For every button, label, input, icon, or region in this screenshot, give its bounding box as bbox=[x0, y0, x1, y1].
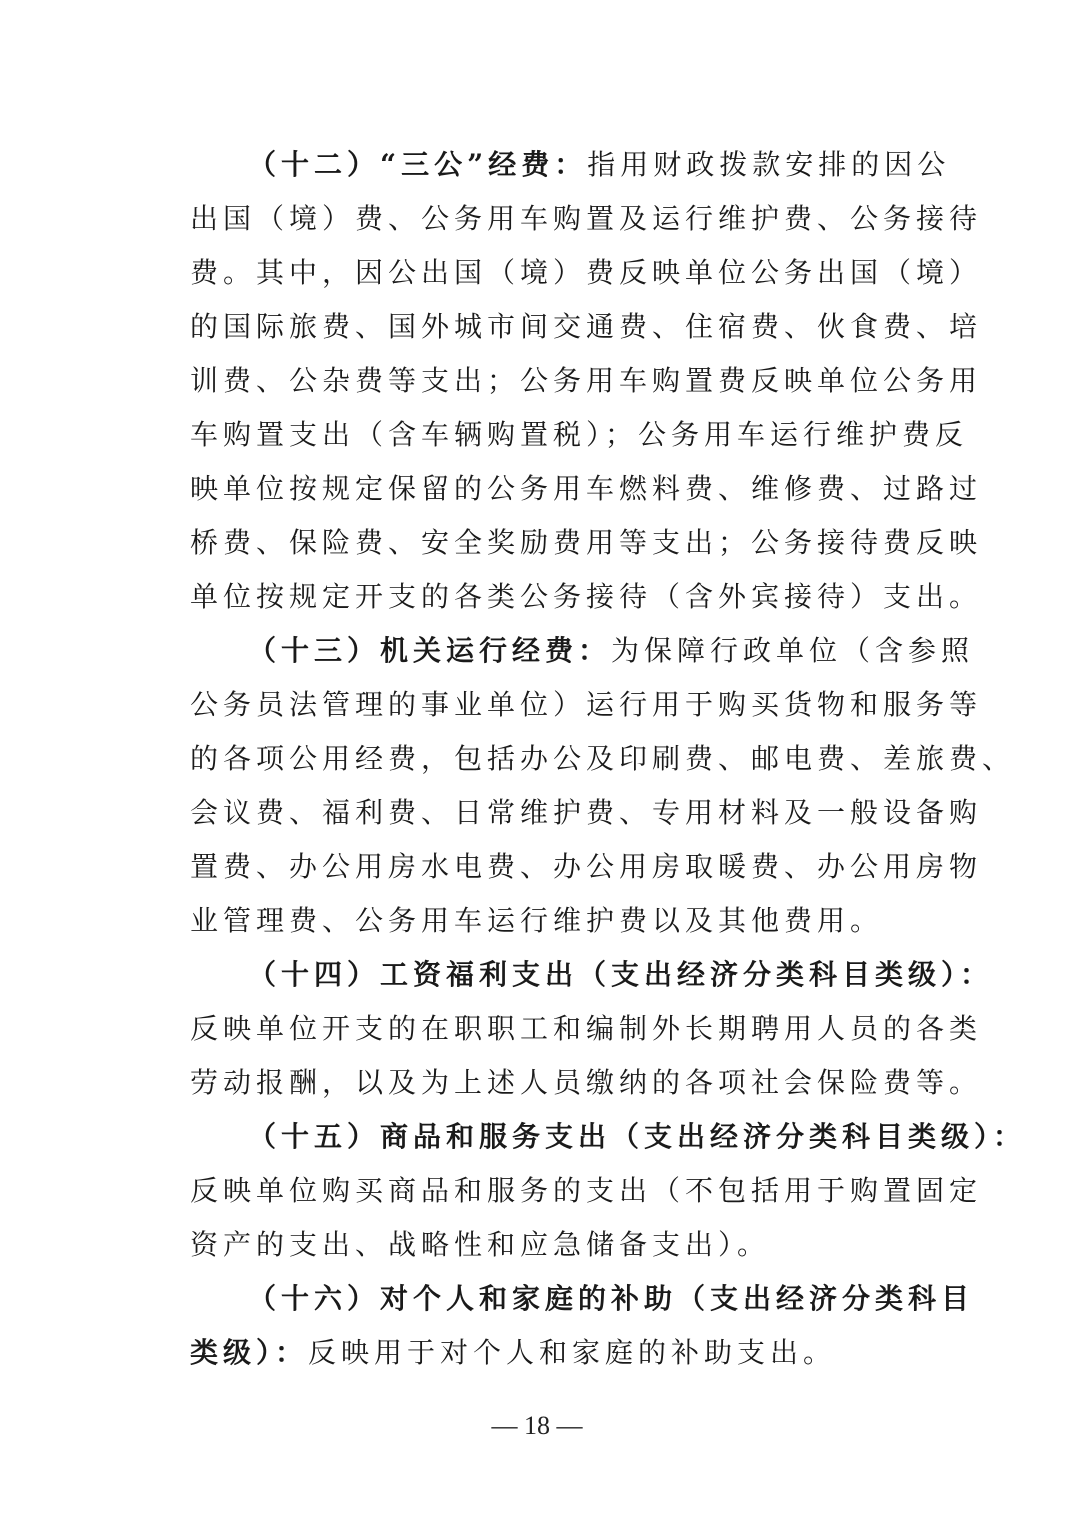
paragraph-line: 的各项公用经费，包括办公及印刷费、邮电费、差旅费、 bbox=[190, 742, 1016, 775]
paragraph-line: 公务员法管理的事业单位）运行用于购买货物和服务等 bbox=[190, 688, 983, 721]
section-heading: 类级）： bbox=[190, 1336, 309, 1369]
paragraph-line: 车购置支出（含车辆购置税）；公务用车运行维护费反 bbox=[190, 418, 969, 451]
paragraph-line: 单位按规定开支的各类公务接待（含外宾接待）支出。 bbox=[190, 580, 983, 613]
paragraph-line: 资产的支出、战略性和应急储备支出）。 bbox=[190, 1228, 771, 1261]
paragraph-line: 训费、公杂费等支出；公务用车购置费反映单位公务用 bbox=[190, 364, 983, 397]
paragraph-line bbox=[248, 624, 975, 678]
section-heading: （十四）工资福利支出（支出经济分类科目类级）： bbox=[248, 958, 994, 991]
section-heading: （十二）“三公”经费： bbox=[248, 148, 588, 181]
paragraph-line bbox=[190, 1326, 890, 1380]
paragraph-line: 反映单位开支的在职职工和编制外长期聘用人员的各类 bbox=[190, 1012, 983, 1045]
paragraph-line bbox=[248, 138, 951, 192]
paragraph-line: 劳动报酬，以及为上述人员缴纳的各项社会保险费等。 bbox=[190, 1066, 983, 1099]
section-heading: （十三）机关运行经费： bbox=[248, 634, 612, 667]
paragraph-line: 费。其中，因公出国（境）费反映单位公务出国（境） bbox=[190, 256, 983, 289]
body-text: 反映用于对个人和家庭的补助支出。 bbox=[308, 1336, 837, 1369]
paragraph-line bbox=[248, 948, 994, 1002]
section-heading: （十六）对个人和家庭的补助（支出经济分类科目 bbox=[248, 1282, 975, 1315]
paragraph-line: 会议费、福利费、日常维护费、专用材料及一般设备购 bbox=[190, 796, 983, 829]
paragraph-line: 反映单位购买商品和服务的支出（不包括用于购置固定 bbox=[190, 1174, 983, 1207]
body-text: 为保障行政单位（含参照 bbox=[611, 634, 975, 667]
paragraph-line bbox=[248, 1110, 1027, 1164]
paragraph-line: 映单位按规定保留的公务用车燃料费、维修费、过路过 bbox=[190, 472, 983, 505]
paragraph-line: 业管理费、公务用车运行维护费以及其他费用。 bbox=[190, 904, 884, 937]
paragraph-line: 置费、办公用房水电费、办公用房取暖费、办公用房物 bbox=[190, 850, 983, 883]
section-heading: （十五）商品和服务支出（支出经济分类科目类级）： bbox=[248, 1120, 1027, 1153]
paragraph-line: 桥费、保险费、安全奖励费用等支出；公务接待费反映 bbox=[190, 526, 983, 559]
paragraph-line: 的国际旅费、国外城市间交通费、住宿费、伙食费、培 bbox=[190, 310, 983, 343]
paragraph-line bbox=[248, 1272, 975, 1326]
body-text: 指用财政拨款安排的因公 bbox=[587, 148, 951, 181]
page-number: — 18 — bbox=[491, 1411, 583, 1440]
paragraph-line: 出国（境）费、公务用车购置及运行维护费、公务接待 bbox=[190, 202, 983, 235]
